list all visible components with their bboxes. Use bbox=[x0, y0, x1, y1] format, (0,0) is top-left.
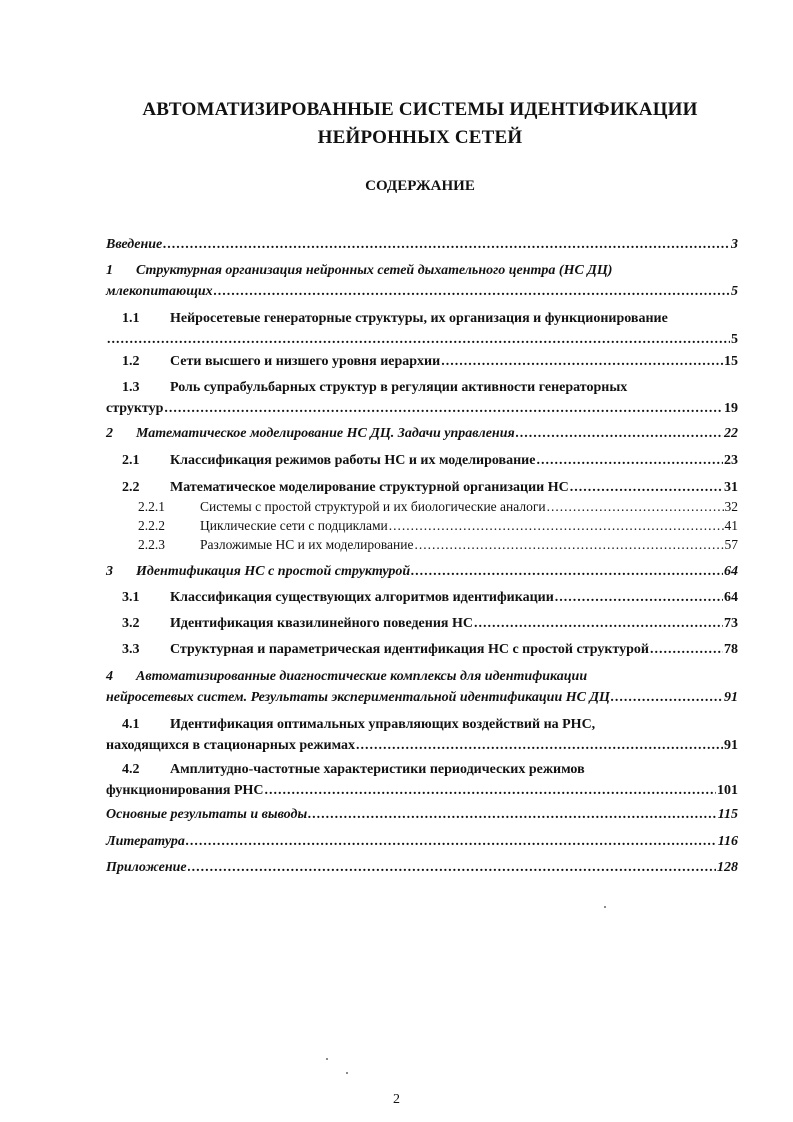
toc-entry-number: 4 bbox=[106, 669, 113, 684]
toc-entry-text: Роль супрабульбарных структур в регуляции активности генераторных bbox=[170, 380, 628, 395]
toc-page-number: 5 bbox=[731, 332, 738, 347]
toc-entry-1-2[interactable] bbox=[106, 351, 738, 372]
toc-entry-2-2-3[interactable] bbox=[106, 535, 738, 554]
toc-entry-number: 1.2 bbox=[122, 354, 140, 369]
toc-page-number: 23 bbox=[724, 453, 738, 468]
leader-dots bbox=[188, 857, 716, 878]
leader-dots bbox=[107, 329, 730, 350]
toc-entry-1[interactable] bbox=[106, 260, 738, 302]
scan-speck bbox=[326, 1058, 328, 1060]
toc-page-number: 78 bbox=[724, 642, 738, 657]
scan-speck bbox=[604, 906, 606, 908]
toc-entry-number: 4.1 bbox=[122, 717, 140, 732]
toc-entry-text: Автоматизированные диагностические комплексы для идентификации bbox=[136, 669, 588, 684]
toc-entry-2-1[interactable] bbox=[106, 450, 738, 471]
toc-entry-3[interactable] bbox=[106, 561, 738, 582]
leader-dots bbox=[389, 516, 724, 535]
toc-entry-4-2[interactable] bbox=[106, 759, 738, 801]
toc-entry-1-3[interactable] bbox=[106, 377, 738, 419]
toc-entry-number: 3.2 bbox=[122, 616, 140, 631]
toc-entry-text: Классификация существующих алгоритмов идентификации bbox=[170, 590, 554, 605]
toc-page-number: 73 bbox=[724, 616, 738, 631]
toc-entry-3-1[interactable] bbox=[106, 587, 738, 608]
toc-entry-number: 2.1 bbox=[122, 453, 140, 468]
leader-dots bbox=[555, 587, 723, 608]
toc-entry-text: Математическое моделирование НС ДЦ. Задачи управления bbox=[136, 426, 515, 441]
toc-entry-text: Литература bbox=[106, 834, 185, 849]
leader-dots bbox=[186, 831, 717, 852]
toc-entry-text: Нейросетевые генераторные структуры, их организация и функционирование bbox=[170, 311, 668, 326]
toc-entry-4-1[interactable] bbox=[106, 714, 738, 756]
toc-page-number: 91 bbox=[724, 738, 738, 753]
toc-entry-text-continued: структур bbox=[106, 401, 164, 416]
toc-page-number: 5 bbox=[731, 284, 738, 299]
toc-page-number: 31 bbox=[724, 480, 738, 495]
toc-entry-text: Идентификация оптимальных управляющих воздействий на РНС, bbox=[170, 717, 596, 732]
toc-entry-text: Структурная организация нейронных сетей дыхательного центра (НС ДЦ) bbox=[136, 263, 613, 278]
toc-entry-text: Структурная и параметрическая идентификация НС с простой структурой bbox=[170, 642, 649, 657]
leader-dots bbox=[650, 639, 723, 660]
toc-entry-appendix[interactable] bbox=[106, 857, 738, 878]
toc-entry-number: 2 bbox=[106, 426, 113, 441]
toc-entry-2-2[interactable] bbox=[106, 477, 738, 498]
scan-speck bbox=[346, 1072, 348, 1074]
leader-dots bbox=[474, 613, 723, 634]
leader-dots bbox=[414, 535, 723, 554]
toc-entry-text: Введение bbox=[106, 237, 163, 252]
toc-entry-number: 2.2.1 bbox=[138, 499, 165, 514]
toc-entry-number: 2.2.3 bbox=[138, 537, 165, 552]
leader-dots bbox=[164, 398, 723, 419]
toc-entry-text: Циклические сети с подциклами bbox=[200, 518, 388, 533]
toc-entry-number: 1.3 bbox=[122, 380, 140, 395]
leader-dots bbox=[163, 234, 730, 255]
leader-dots bbox=[570, 477, 723, 498]
toc-page-number: 64 bbox=[724, 590, 738, 605]
toc-entry-number: 3.1 bbox=[122, 590, 140, 605]
toc-page-number: 19 bbox=[724, 401, 738, 416]
toc-entry-3-3[interactable] bbox=[106, 639, 738, 660]
leader-dots bbox=[516, 423, 723, 444]
toc-entry-text: Классификация режимов работы НС и их моделирование bbox=[170, 453, 536, 468]
leader-dots bbox=[356, 735, 723, 756]
toc-entry-text-continued: нейросетевых систем. Результаты экспериментальной идентификации НС ДЦ bbox=[106, 690, 610, 705]
leader-dots bbox=[536, 450, 723, 471]
toc-page-number: 32 bbox=[724, 499, 738, 514]
toc-entry-number: 3.3 bbox=[122, 642, 140, 657]
toc-entry-number: 2.2 bbox=[122, 480, 140, 495]
page-number: 2 bbox=[393, 1092, 400, 1107]
toc-entry-literature[interactable] bbox=[106, 831, 738, 852]
toc-page-number: 3 bbox=[731, 237, 738, 252]
leader-dots bbox=[265, 780, 717, 801]
toc-entry-text-continued: находящихся в стационарных режимах bbox=[106, 738, 356, 753]
toc-entry-intro[interactable] bbox=[106, 234, 738, 255]
toc-entry-number: 1.1 bbox=[122, 311, 140, 326]
toc-entry-2-2-1[interactable] bbox=[106, 497, 738, 516]
toc-page-number: 64 bbox=[724, 564, 738, 579]
toc-page-number: 115 bbox=[717, 807, 738, 822]
toc-entry-number: 2.2.2 bbox=[138, 518, 165, 533]
leader-dots bbox=[411, 561, 723, 582]
toc-page-number: 15 bbox=[724, 354, 738, 369]
toc-page-number: 41 bbox=[724, 518, 738, 533]
toc-page-number: 101 bbox=[717, 783, 738, 798]
title-line-2: НЕЙРОННЫХ СЕТЕЙ bbox=[317, 127, 523, 148]
toc-entry-2[interactable] bbox=[106, 423, 738, 444]
toc-entry-text: Основные результаты и выводы bbox=[106, 807, 308, 822]
toc-entry-results[interactable] bbox=[106, 804, 738, 825]
toc-entry-number: 3 bbox=[106, 564, 113, 579]
document-title bbox=[100, 96, 740, 152]
title-line-1: АВТОМАТИЗИРОВАННЫЕ СИСТЕМЫ ИДЕНТИФИКАЦИИ bbox=[142, 99, 698, 120]
toc-entry-text: Приложение bbox=[106, 860, 187, 875]
toc-page-number: 57 bbox=[724, 537, 738, 552]
leader-dots bbox=[441, 351, 723, 372]
toc-page-number: 91 bbox=[724, 690, 738, 705]
toc-entry-number: 1 bbox=[106, 263, 113, 278]
toc-entry-text-continued: млекопитающих bbox=[106, 284, 213, 299]
toc-entry-4[interactable] bbox=[106, 666, 738, 708]
toc-page-number: 128 bbox=[717, 860, 738, 875]
toc-entry-text: Идентификация квазилинейного поведения НС bbox=[170, 616, 473, 631]
toc-entry-text: Амплитудно-частотные характеристики периодических режимов bbox=[170, 762, 585, 777]
toc-entry-text: Разложимые НС и их моделирование bbox=[200, 537, 414, 552]
toc-entry-text: Математическое моделирование структурной организации НС bbox=[170, 480, 569, 495]
leader-dots bbox=[547, 497, 724, 516]
toc-entry-3-2[interactable] bbox=[106, 613, 738, 634]
toc-page-number: 116 bbox=[717, 834, 738, 849]
toc-entry-2-2-2[interactable] bbox=[106, 516, 738, 535]
leader-dots bbox=[214, 281, 730, 302]
toc-entry-text: Системы с простой структурой и их биологические аналоги bbox=[200, 499, 546, 514]
toc-entry-number: 4.2 bbox=[122, 762, 140, 777]
toc-entry-text: Сети высшего и низшего уровня иерархии bbox=[170, 354, 441, 369]
leader-dots bbox=[308, 804, 717, 825]
toc-entry-text: Идентификация НС с простой структурой bbox=[136, 564, 411, 579]
toc-page-number: 22 bbox=[724, 426, 738, 441]
leader-dots bbox=[611, 687, 723, 708]
toc-entry-text-continued: функционирования РНС bbox=[106, 783, 264, 798]
contents-heading: СОДЕРЖАНИЕ bbox=[365, 178, 475, 194]
toc-entry-1-1[interactable] bbox=[106, 308, 738, 350]
